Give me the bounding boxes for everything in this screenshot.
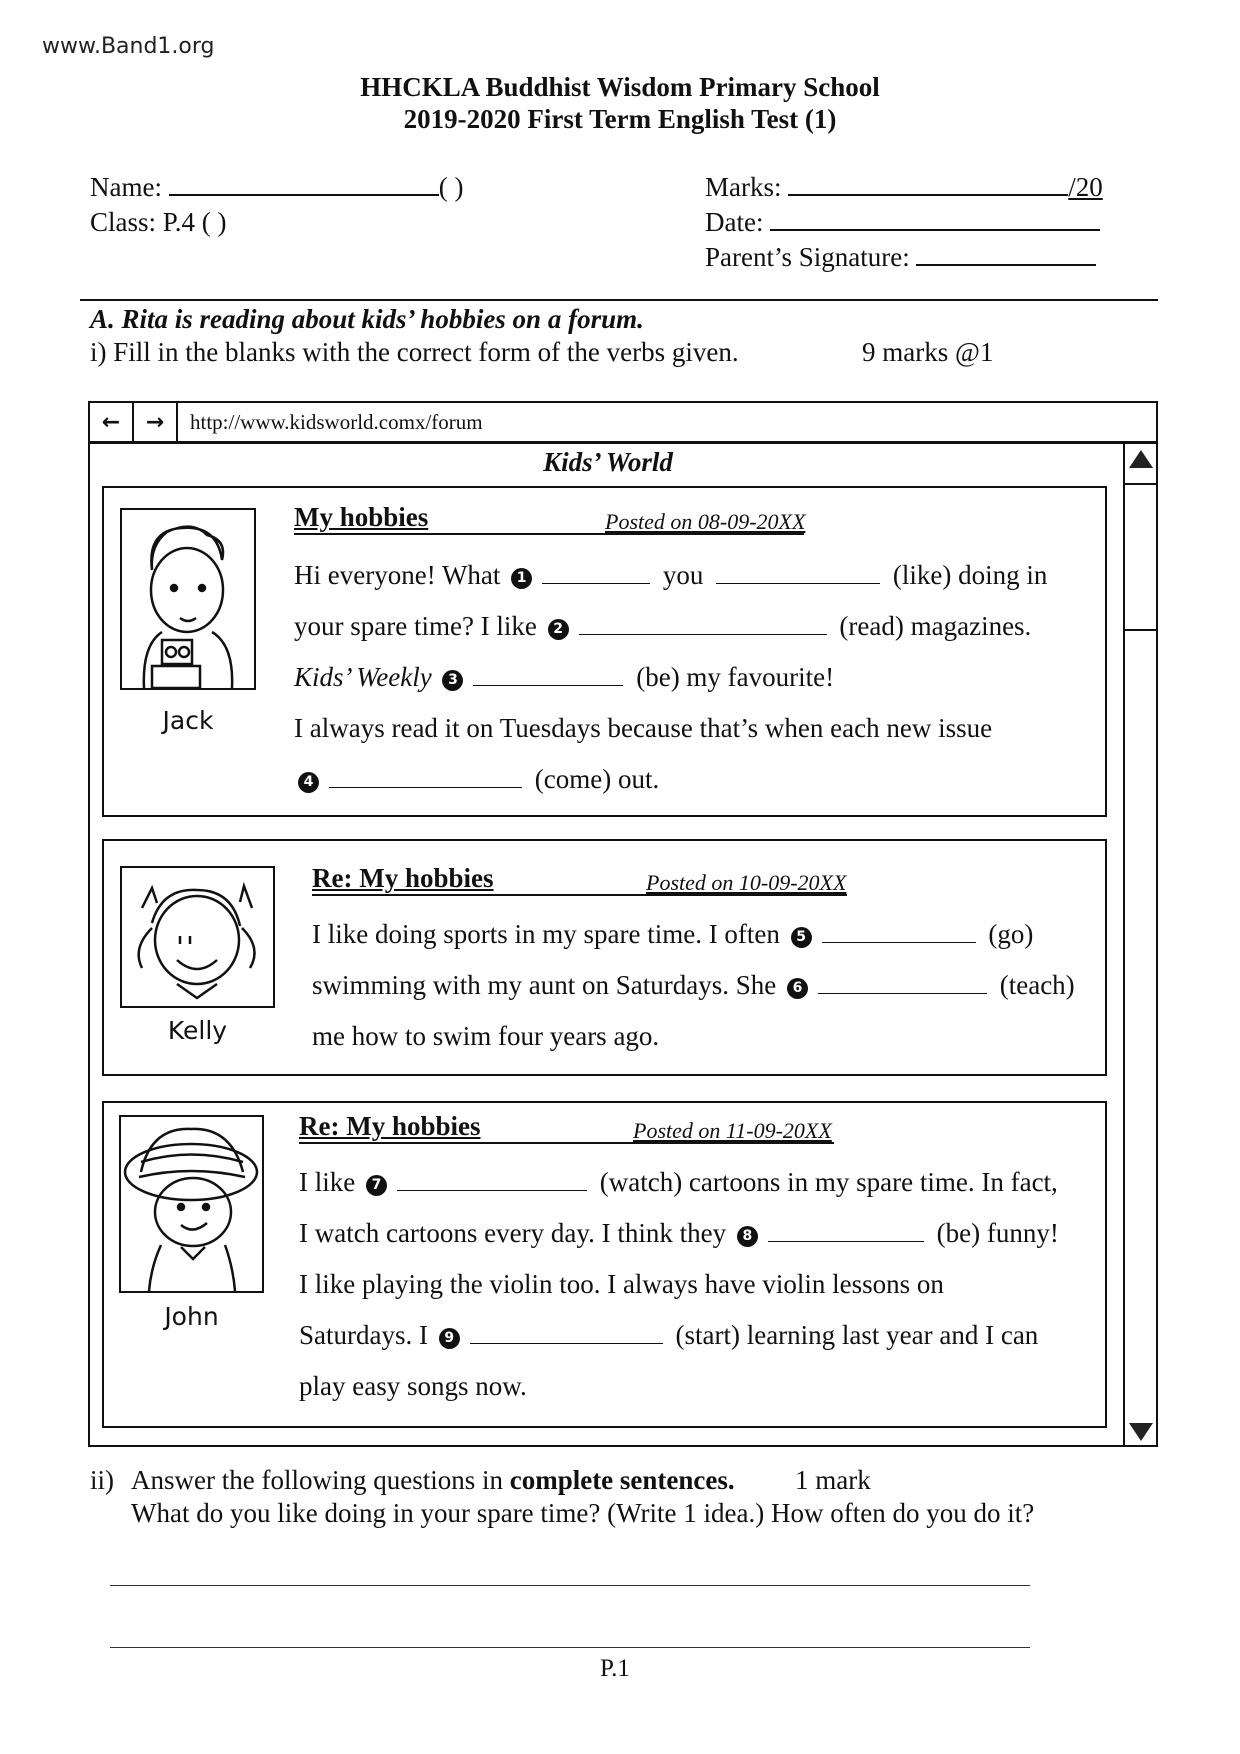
post-text-line xyxy=(294,764,659,795)
answer-blank[interactable] xyxy=(822,923,976,943)
date-line xyxy=(770,207,1100,231)
text: (teach) xyxy=(992,970,1075,1000)
text xyxy=(432,662,439,692)
header-divider xyxy=(80,299,1158,301)
post-text-line xyxy=(299,1320,1038,1351)
question-number-badge: 2 xyxy=(548,619,569,640)
post-text-line xyxy=(312,919,1033,950)
text: (start) learning last year and I can xyxy=(668,1320,1039,1350)
instruction-emphasis: complete sentences. xyxy=(509,1465,735,1495)
part-ii-marks: 1 mark xyxy=(795,1465,871,1495)
answer-blank[interactable] xyxy=(470,1324,663,1344)
signature-line xyxy=(916,242,1096,266)
text: me how to swim four years ago. xyxy=(312,1021,660,1051)
jack-avatar xyxy=(120,508,256,690)
page-number: P.1 xyxy=(600,1655,630,1682)
text: (be) funny! xyxy=(929,1218,1059,1248)
post-text-line xyxy=(294,662,834,693)
date-label: Date: xyxy=(705,207,764,237)
question-number-badge: 5 xyxy=(791,927,812,948)
test-title: 2019-2020 First Term English Test (1) xyxy=(403,104,837,134)
answer-blank[interactable] xyxy=(542,564,650,584)
answer-blank[interactable] xyxy=(768,1222,924,1242)
post-text-line xyxy=(299,1371,527,1402)
question-number-badge: 3 xyxy=(442,670,463,691)
scroll-up-arrow-icon[interactable] xyxy=(1129,450,1153,468)
answer-line[interactable] xyxy=(110,1647,1030,1648)
part-ii-question: What do you like doing in your spare time? (Write 1 idea.) How often do you do it? xyxy=(131,1498,1035,1528)
post-author: Kelly xyxy=(167,1016,228,1045)
john-avatar xyxy=(119,1115,264,1293)
answer-blank[interactable] xyxy=(473,666,623,686)
text: I like doing sports in my spare time. I often xyxy=(312,919,787,949)
text: I always read it on Tuesdays because that’s when each new issue xyxy=(294,713,993,743)
post-heading: Re: My hobbies xyxy=(312,863,494,893)
post-text-line xyxy=(299,1218,1059,1249)
school-name: HHCKLA Buddhist Wisdom Primary School xyxy=(360,72,880,102)
marks-label: Marks: xyxy=(705,172,782,202)
text: (be) my favourite! xyxy=(629,662,835,692)
text: Hi everyone! What xyxy=(294,560,508,590)
post-text-line xyxy=(294,560,1047,591)
post-text-line xyxy=(299,1269,944,1300)
scrollbar[interactable] xyxy=(1123,444,1156,1445)
question-number-badge: 1 xyxy=(511,568,532,589)
magazine-title: Kids’ Weekly xyxy=(294,662,432,692)
text: your spare time? I like xyxy=(294,611,544,641)
part-i-marks: 9 marks @1 xyxy=(862,337,994,367)
name-line xyxy=(169,172,439,196)
post-heading: My hobbies xyxy=(294,502,429,532)
question-number-badge: 8 xyxy=(737,1226,758,1247)
scroll-thumb[interactable] xyxy=(1125,483,1156,631)
text: Saturdays. I xyxy=(299,1320,435,1350)
text: I watch cartoons every day. I think they xyxy=(299,1218,733,1248)
part-ii-instruction xyxy=(131,1465,735,1496)
text: (come) out. xyxy=(528,764,660,794)
post-text-line xyxy=(312,970,1075,1001)
date-field[interactable] xyxy=(705,207,1100,238)
part-i-instruction: i) Fill in the blanks with the correct form of the verbs given. xyxy=(90,337,739,367)
marks-total: /20 xyxy=(1068,172,1103,202)
answer-blank[interactable] xyxy=(716,564,880,584)
post-date: Posted on 08-09-20XX xyxy=(605,509,806,534)
watermark: www.Band1.org xyxy=(42,34,215,59)
post-date: Posted on 11-09-20XX xyxy=(633,1118,832,1143)
back-arrow-icon[interactable]: ← xyxy=(90,403,134,441)
post-date: Posted on 10-09-20XX xyxy=(646,870,847,895)
name-number-paren: ( ) xyxy=(438,172,464,202)
text: I like playing the violin too. I always have violin lessons on xyxy=(299,1269,944,1299)
heading-underline xyxy=(312,894,847,896)
answer-line[interactable] xyxy=(110,1585,1030,1586)
kelly-avatar xyxy=(120,866,275,1008)
answer-blank[interactable] xyxy=(818,974,987,994)
text: (watch) cartoons in my spare time. In fact, xyxy=(592,1167,1058,1197)
question-number-badge: 6 xyxy=(787,978,808,999)
text: you xyxy=(656,560,711,590)
forward-arrow-icon[interactable]: → xyxy=(134,403,178,441)
question-number-badge: 7 xyxy=(366,1175,387,1196)
part-ii-label: ii) xyxy=(90,1465,114,1495)
signature-label: Parent’s Signature: xyxy=(705,242,910,272)
heading-underline xyxy=(294,533,804,535)
answer-blank[interactable] xyxy=(329,768,522,788)
scroll-down-arrow-icon[interactable] xyxy=(1129,1423,1153,1441)
name-label: Name: xyxy=(90,172,162,202)
post-text-line xyxy=(299,1167,1058,1198)
text: play easy songs now. xyxy=(299,1371,527,1401)
name-field[interactable] xyxy=(90,172,463,203)
text: (read) magazines. xyxy=(832,611,1032,641)
question-number-badge: 9 xyxy=(439,1328,460,1349)
url-text[interactable]: http://www.kidsworld.comx/forum xyxy=(190,409,483,434)
heading-underline xyxy=(299,1142,834,1144)
answer-blank[interactable] xyxy=(397,1171,587,1191)
url-bar xyxy=(90,403,1156,444)
post-text-line xyxy=(294,713,992,744)
marks-line xyxy=(788,172,1068,196)
instruction-text: Answer the following questions in xyxy=(131,1465,510,1495)
post-author: Jack xyxy=(162,706,214,735)
question-number-badge: 4 xyxy=(298,772,319,793)
post-author: John xyxy=(164,1302,219,1331)
text: swimming with my aunt on Saturdays. She xyxy=(312,970,783,1000)
text: (go) xyxy=(981,919,1034,949)
post-heading: Re: My hobbies xyxy=(299,1111,481,1141)
text: I like xyxy=(299,1167,362,1197)
site-title: Kids’ World xyxy=(543,447,673,477)
class-field: Class: P.4 ( ) xyxy=(90,207,227,237)
post-text-line xyxy=(312,1021,659,1052)
post-text-line xyxy=(294,611,1031,642)
section-a-title: A. Rita is reading about kids’ hobbies on a forum. xyxy=(90,304,644,334)
signature-field[interactable] xyxy=(705,242,1096,273)
marks-field xyxy=(705,172,1103,203)
answer-blank[interactable] xyxy=(579,615,827,635)
text: (like) doing in xyxy=(886,560,1048,590)
